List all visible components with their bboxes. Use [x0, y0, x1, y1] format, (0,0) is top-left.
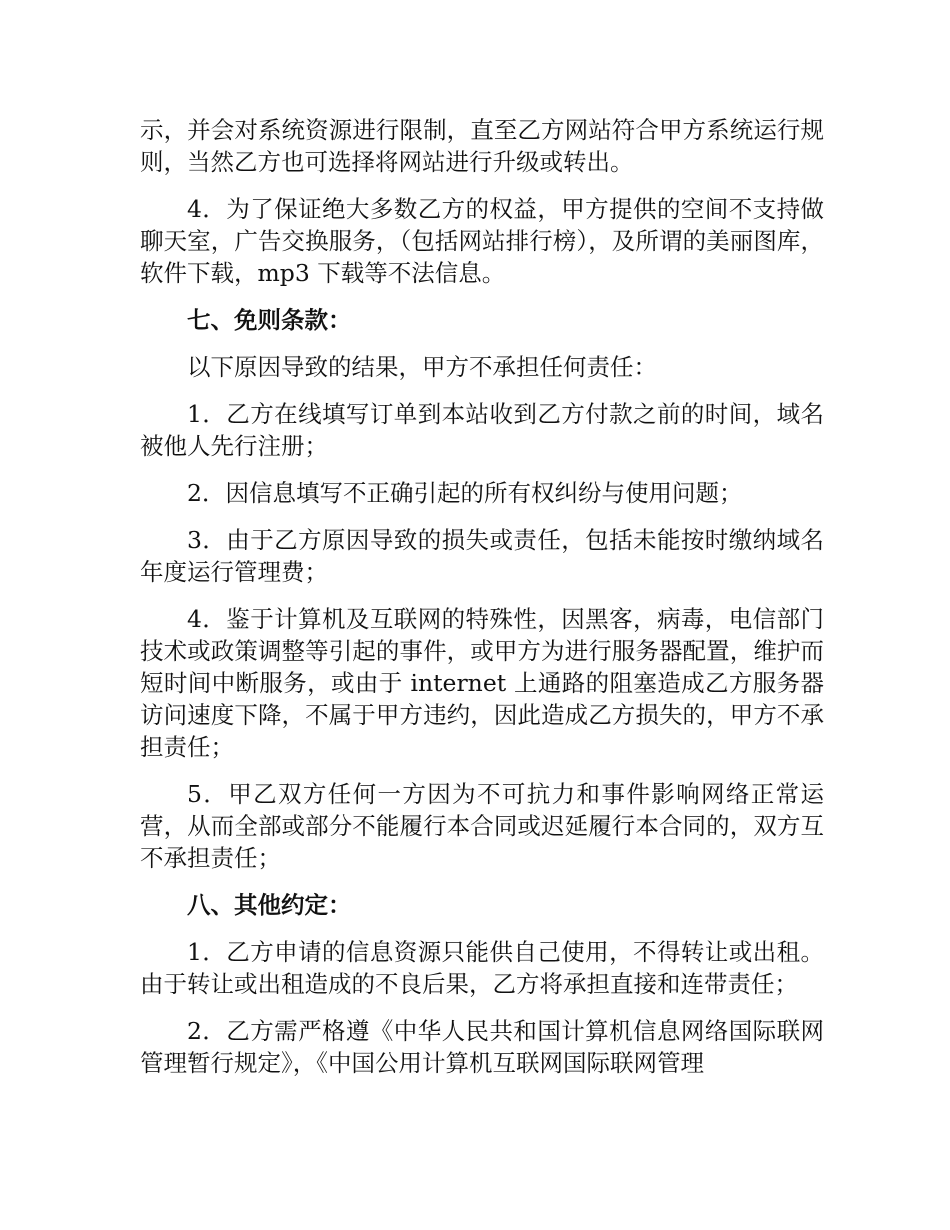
paragraph-disclaimer-2: 2．因信息填写不正确引起的所有权纠纷与使用问题； — [187, 479, 743, 507]
paragraph-disclaimer-intro: 以下原因导致的结果，甲方不承担任何责任： — [187, 353, 657, 381]
paragraph-disclaimer-1: 1．乙方在线填写订单到本站收到乙方付款之前的时间，域名被他人先行注册； — [140, 400, 824, 460]
paragraph-other-2: 2．乙方需严格遵《中华人民共和国计算机信息网络国际联网管理暂行规定》，《中国公用计算机互联网国际联网管理 — [140, 1017, 824, 1077]
section-heading-other-agreements: 八、其他约定： — [187, 891, 352, 919]
paragraph-disclaimer-5: 5．甲乙双方任何一方因为不可抗力和事件影响网络正常运营，从而全部或部分不能履行本合同或迟延履行本合同的，双方互不承担责任； — [140, 780, 824, 872]
paragraph-disclaimer-3: 3．由于乙方原因导致的损失或责任，包括未能按时缴纳域名年度运行管理费； — [140, 526, 824, 586]
document-body — [140, 114, 824, 1094]
paragraph-continuation: 示，并会对系统资源进行限制，直至乙方网站符合甲方系统运行规则，当然乙方也可选择将网站进行升级或转出。 — [140, 116, 824, 176]
paragraph-clause-4-space-restrictions: 4．为了保证绝大多数乙方的权益，甲方提供的空间不支持做聊天室，广告交换服务，（包括网站排行榜），及所谓的美丽图库，软件下载，mp3 下载等不法信息。 — [140, 195, 824, 287]
section-heading-disclaimer: 七、免则条款： — [187, 306, 352, 334]
paragraph-disclaimer-4: 4．鉴于计算机及互联网的特殊性，因黑客，病毒，电信部门技术或政策调整等引起的事件，或甲方为进行服务器配置，维护而短时间中断服务，或由于 internet 上通路的阻塞造成乙方服务器访问速度下降，不属于甲方违约，因此造成乙方损失的，甲方不承担责任； — [140, 605, 824, 761]
paragraph-other-1: 1．乙方申请的信息资源只能供自己使用，不得转让或出租。由于转让或出租造成的不良后果，乙方将承担直接和连带责任； — [140, 938, 824, 998]
